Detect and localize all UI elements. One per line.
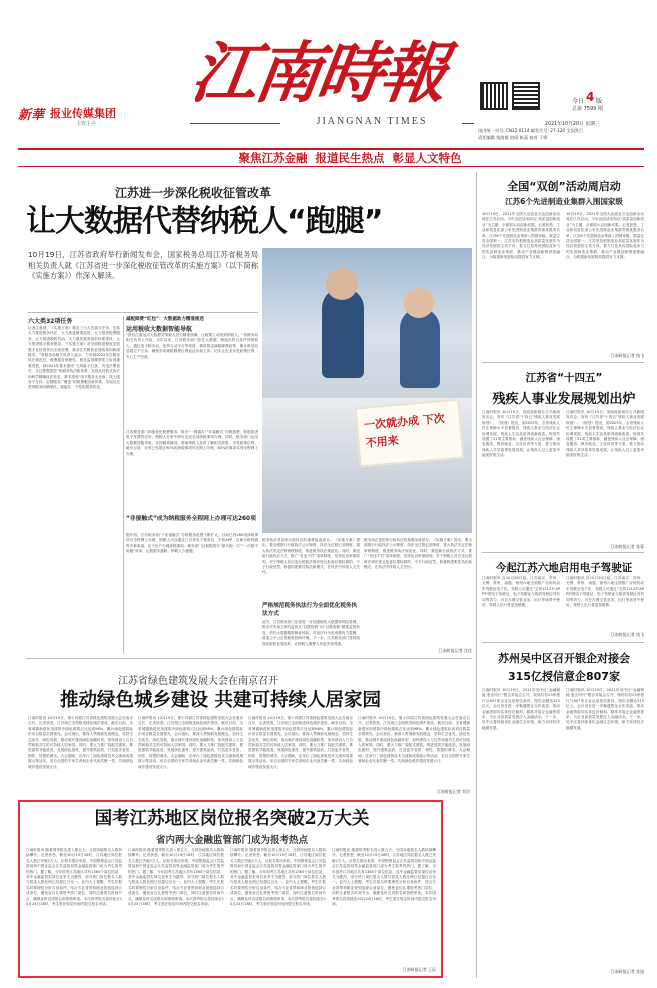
right-story4-byline: 江南时报记者 苏旭 xyxy=(610,969,644,974)
right-story4-sub: 315亿授信意企807家 xyxy=(508,670,620,683)
right-story3-byline: 江南时报记者 钱飞 xyxy=(610,632,644,637)
qr-code-icon xyxy=(480,82,508,110)
right-story3-col1: 江南时报讯 自10月20日起，江苏南京、苏州、无锡、常州、南通、徐州六地全面推广应用机动车驾驶证电子化。驾驶人可通过“交管12123”APP申领电子驾驶证，电子驾驶证与纸质驾驶证具有同等效力，可在办理交管业务、出行等场景中使用，驾驶人出行将更加便捷。 xyxy=(482,576,560,608)
lead-col-6: 此外，江苏税务部门还将进一步加强税收大数据和风险管理，推动对市场主体的监管从“以票管税”向“以数治税”精准监管转变，依托大数据精准筛查风险，对违法行为形成强有力震慑，营造公平公正的税收营商环境。下一步，江苏税务部门将持续深化税收征管改革，让纳税人缴费人有更多获得感。 xyxy=(262,620,360,646)
masthead-rule-left xyxy=(190,123,280,124)
masthead xyxy=(0,0,657,165)
lead-subhead-4: 严格规范税务执法行为全面优化税务执法方式 xyxy=(262,603,358,617)
right-story1-col2: 10月19日，2021年全国大众创业万众创新活动周在江苏启动。今年双创活动周以“高质量创新创业”为主题，全面展示双创新成果。记者获悉，工业和信息化部公布先进制造业集群决赛优胜者名单，江苏6个先进制造业集群入围国家级，数量位居全国第一。江苏坚持把制造业高质量发展作为经济发展的主攻方向，着力打造具有国际竞争力的先进制造业集群，推动产业链创新链深度融合，为构建新发展格局提供有力支撑。 xyxy=(566,212,644,260)
issue-number: 总第 7599 期 xyxy=(572,106,603,112)
mid-kicker: 江苏省绿色建筑发展大会在南京召开 xyxy=(118,676,278,687)
right-story1-byline: 江南时报记者 钱飞 xyxy=(610,353,644,358)
box-subhead: 省内两大金融监管部门成为报考热点 xyxy=(155,835,308,846)
right-story4-head: 苏州吴中区召开银企对接会 xyxy=(498,652,630,665)
right-rule-1 xyxy=(482,362,644,363)
masthead-pinyin: JIANGNAN TIMES xyxy=(316,116,428,127)
lead-intro: 10月19日，江苏省政府举行新闻发布会，国家税务总局江苏省税务局相关负责人就《江苏省进一步深化税收征管改革的实施方案》（以下简称《实施方案》）作深入解读。 xyxy=(28,250,258,280)
lead-subhead-3: “非接触式”成为纳税服务全程网上办理可达260项 xyxy=(126,516,256,522)
mid-byline: 江南时报记者 刘学 xyxy=(436,789,470,794)
lead-byline: 江南时报记者 沈佳 xyxy=(438,648,472,653)
group-name: 报业传媒集团 xyxy=(50,107,116,120)
lead-col-1: 记者注意到，《实施方案》推出了六大类重点任务，包括大力推进税务执法、大力推进精准监管、大力推进税费服务、大力推进税收共治、大力强化税务组织体系建设、大力推进数字税务建设。“《实施方案》对全面推进税收征管数字化转型作出全面部署，推动江苏税收征管改革向纵深推进。”省税务局相关负责人表示，力争到2022年在税务执法规范性、税费服务便捷性、税务监管精准性上取得重要进展，到2023年基本建成“无风险不打扰、有违法要追究、全过程强智控”的税务执法新体系，实现从经验式执法向科学精确执法转变；基本建成“线下服务无死角、线上服务不打烊、定制服务广覆盖”的税费服务新体系，实现从无差别服务向精细化、智能化、个性化服务转变。 xyxy=(28,326,120,390)
group-brand: 新華 xyxy=(18,108,45,123)
box-col-4: 江南时报讯 随着国考报名进入第五天，全国各地报名人数持续攀升。记者获悉，截至10月19日16时，江苏地区岗位报名人数已突破2万人。从报名情况来看，中国银保监会江苏监管局和中国证监会江苏监管局等金融监管部门成为考生报考的热门。据了解，今年国考江苏地区共有1365个岗位招录，其中金融监管类岗位竞争尤为激烈，部分热门岗位报名人数与招录人数比例已经超过百比一。业内人士提醒，考生在报名时要理性分析自身条件，结合专业背景和职业规划选择合适岗位，避免盲目扎堆报考热门岗位，同时注意报名时间节点，确保及时完成报名和资格审查。本次国考报名将持续至10月24日18时，考生需在规定时间内提交报名申请。 xyxy=(332,848,436,907)
photo-person-icon xyxy=(404,288,434,318)
lead-col-5: 税务执法是国家行政执法的重要组成部分。《实施方案》提出，要全面推行行政执法公示制度、执法全过程记录制度、重大执法决定法制审核制度，推进税务执法规范化。同时，要创新行政执法方式，推广“首违不罚”清单制度，坚持包容审慎原则，对于纳税人首次违反税收法律法规且危害后果轻微的，不予行政处罚，积极构建柔性执法新模式，在执法中体现人文关怀。 xyxy=(262,538,360,575)
lead-col-7: 税务执法是国家行政执法的重要组成部分。《实施方案》提出，要全面推行行政执法公示制度、执法全过程记录制度、重大执法决定法制审核制度，推进税务执法规范化。同时，要创新行政执法方式，推广“首违不罚”清单制度，坚持包容审慎原则，对于纳税人首次违反税收法律法规且危害后果轻微的，不予行政处罚，积极构建柔性执法新模式，在执法中体现人文关怀。 xyxy=(364,538,472,570)
lead-subhead-2: 运用税收大数据智能导航 xyxy=(126,326,193,333)
photo-person-icon xyxy=(322,288,364,378)
lead-photo xyxy=(262,248,472,533)
mid-headline: 推动绿色城乡建设 共建可持续人居家园 xyxy=(60,690,381,711)
right-story1-head: 江苏6个先进制造业集群入围国家级 xyxy=(505,197,623,206)
masthead-rule-right xyxy=(462,123,474,124)
photo-person-icon xyxy=(400,308,440,388)
edition-label: 今日 xyxy=(572,98,585,105)
mid-col-3: 江南时报讯 10月19日，第十四届江苏省绿色建筑发展大会在南京召开，记者获悉，江苏现已全面推进绿色城乡建设，截至目前，全省城镇新建民用建筑中绿色建筑占比达到98%，累计绿色建筑标识项目数量全国领先。会议指出，要深入贯彻新发展理念，坚持生态优先、绿色发展，推动城乡建设绿色低碳转型，加快建设人与自然和谐共生的可持续人居家园。同时，要大力推广装配式建筑，推进建筑节能改造，发展绿色建材，提升建筑品质，打造更多宜居、韧性、智慧的城市。大会期间，还举行了绿色建筑技术交流和成果展示等活动，来自全国的专家学者和企业代表共聚一堂，共商绿色城乡建设发展大计。 xyxy=(248,716,353,769)
mid-rule xyxy=(26,658,472,659)
box-col-2: 江南时报讯 随着国考报名进入第五天，全国各地报名人数持续攀升。记者获悉，截至10月19日16时，江苏地区岗位报名人数已突破2万人。从报名情况来看，中国银保监会江苏监管局和中国证监会江苏监管局等金融监管部门成为考生报考的热门。据了解，今年国考江苏地区共有1365个岗位招录，其中金融监管类岗位竞争尤为激烈，部分热门岗位报名人数与招录人数比例已经超过百比一。业内人士提醒，考生在报名时要理性分析自身条件，结合专业背景和职业规划选择合适岗位，避免盲目扎堆报考热门岗位，同时注意报名时间节点，确保及时完成报名和资格审查。本次国考报名将持续至10月24日18时，考生需在规定时间内提交报名申请。 xyxy=(128,848,224,907)
box-col-1: 江南时报讯 随着国考报名进入第五天，全国各地报名人数持续攀升。记者获悉，截至10月19日16时，江苏地区岗位报名人数已突破2万人。从报名情况来看，中国银保监会江苏监管局和中国证监会江苏监管局等金融监管部门成为考生报考的热门。据了解，今年国考江苏地区共有1365个岗位招录，其中金融监管类岗位竞争尤为激烈，部分热门岗位报名人数与招录人数比例已经超过百比一。业内人士提醒，考生在报名时要理性分析自身条件，结合专业背景和职业规划选择合适岗位，避免盲目扎堆报考热门岗位，同时注意报名时间节点，确保及时完成报名和资格审查。本次国考报名将持续至10月24日18时，考生需在规定时间内提交报名申请。 xyxy=(26,848,122,907)
photo-sign xyxy=(355,399,465,468)
right-story4-col1: 江南时报讯 10月19日，2021年吴中区“金融赋能·惠企同行”银企对接会召开，现场共有23家银行与807家企业达成授信意向，授信金额达315亿元。会议旨在进一步畅通银企合作渠道，推动金融资源向实体经济倾斜，精准对接企业融资需求，为企业高质量发展注入金融活水。下一步，吴中区将持续优化金融生态环境，助力实体经济稳健发展。 xyxy=(482,688,560,730)
editors-line: 责任编辑 钱海霞 值班 陈菡 校对 于铮 xyxy=(478,135,548,140)
mid-col-2: 江南时报讯 10月19日，第十四届江苏省绿色建筑发展大会在南京召开，记者获悉，江苏现已全面推进绿色城乡建设，截至目前，全省城镇新建民用建筑中绿色建筑占比达到98%，累计绿色建筑标识项目数量全国领先。会议指出，要深入贯彻新发展理念，坚持生态优先、绿色发展，推动城乡建设绿色低碳转型，加快建设人与自然和谐共生的可持续人居家园。同时，要大力推广装配式建筑，推进建筑节能改造，发展绿色建材，提升建筑品质，打造更多宜居、韧性、智慧的城市。大会期间，还举行了绿色建筑技术交流和成果展示等活动，来自全国的专家学者和企业代表共聚一堂，共商绿色城乡建设发展大计。 xyxy=(138,716,243,769)
mid-col-1: 江南时报讯 10月19日，第十四届江苏省绿色建筑发展大会在南京召开，记者获悉，江苏现已全面推进绿色城乡建设，截至目前，全省城镇新建民用建筑中绿色建筑占比达到98%，累计绿色建筑标识项目数量全国领先。会议指出，要深入贯彻新发展理念，坚持生态优先、绿色发展，推动城乡建设绿色低碳转型，加快建设人与自然和谐共生的可持续人居家园。同时，要大力推广装配式建筑，推进建筑节能改造，发展绿色建材，提升建筑品质，打造更多宜居、韧性、智慧的城市。大会期间，还举行了绿色建筑技术交流和成果展示等活动，来自全国的专家学者和企业代表共聚一堂，共商绿色城乡建设发展大计。 xyxy=(28,716,133,769)
lead-col-4: 据介绍，江苏税务部门“非接触式”办税服务范围不断扩大，目前已有260项涉税事项可全程网上办理，纳税人可以通过江苏省电子税务局、手机APP、自助办税终端等多种渠道，足不出户办理涉税事项。税务部门还积极推行“最多跑一次”“一次都不用跑”清单，让数据多跑路、纳税人少跑腿。 xyxy=(126,533,258,554)
issue-info: 国内统一刊号: CN32-0114 邮发代号: 27-120 全国发行 xyxy=(478,128,584,133)
slogan: 聚焦江苏金融 报道民生热点 彰显人文特色 xyxy=(238,151,462,165)
group-logo xyxy=(18,104,158,128)
edition-unit: 版 xyxy=(596,98,603,105)
issue-date: 2021年10月20日 星期三 xyxy=(545,122,600,127)
mid-col-4: 江南时报讯 10月19日，第十四届江苏省绿色建筑发展大会在南京召开，记者获悉，江苏现已全面推进绿色城乡建设，截至目前，全省城镇新建民用建筑中绿色建筑占比达到98%，累计绿色建筑标识项目数量全国领先。会议指出，要深入贯彻新发展理念，坚持生态优先、绿色发展，推动城乡建设绿色低碳转型，加快建设人与自然和谐共生的可持续人居家园。同时，要大力推广装配式建筑，推进建筑节能改造，发展绿色建材，提升建筑品质，打造更多宜居、韧性、智慧的城市。大会期间，还举行了绿色建筑技术交流和成果展示等活动，来自全国的专家学者和企业代表共聚一堂，共商绿色城乡建设发展大计。 xyxy=(358,716,470,764)
photo-person-icon xyxy=(326,268,358,300)
qr-code-icon xyxy=(512,82,540,110)
box-headline: 国考江苏地区岗位报名突破2万大关 xyxy=(94,809,370,829)
slogan-divider xyxy=(18,166,644,167)
edition-number: 4 xyxy=(586,90,595,104)
right-story2-byline: 江南时报记者 张蓉 xyxy=(610,544,644,549)
right-rule-3 xyxy=(482,642,644,643)
masthead-divider xyxy=(18,148,644,150)
right-story2-head: 残疾人事业发展规划出炉 xyxy=(492,392,636,407)
right-story2-kicker: 江苏省“十四五” xyxy=(525,372,603,384)
right-story2-col1: 江南时报讯 10月19日，省政府新闻办召开新闻发布会，发布《江苏省“十四五”残疾人事业发展规划》。《规划》提出，到2025年，全省残疾人民生保障水平显著提高，残疾人事业与经济社会协调发展，残疾人生活品质得到新改善。规划共设置了21项主要指标，涵盖残疾人社会保障、康复服务、教育就业、文化体育等方面，着力推动残疾人共享改革发展成果，让残疾人过上更加幸福美好的生活。 xyxy=(482,410,560,458)
right-story1-kicker: 全国“双创”活动周启动 xyxy=(507,180,621,193)
right-col-divider xyxy=(476,172,477,978)
lead-kicker: 江苏进一步深化税收征管改革 xyxy=(115,186,272,200)
lead-subhead-1: 六大类32项任务 xyxy=(28,318,73,325)
right-story1-col1: 10月19日，2021年全国大众创业万众创新活动周在江苏启动。今年双创活动周以“高质量创新创业”为主题，全面展示双创新成果。记者获悉，工业和信息化部公布先进制造业集群决赛优胜者名单，江苏6个先进制造业集群入围国家级，数量位居全国第一。江苏坚持把制造业高质量发展作为经济发展的主攻方向，着力打造具有国际竞争力的先进制造业集群，推动产业链创新链深度融合，为构建新发展格局提供有力支撑。 xyxy=(482,212,560,260)
col-divider xyxy=(123,316,124,654)
right-story4-col2: 江南时报讯 10月19日，2021年吴中区“金融赋能·惠企同行”银企对接会召开，现场共有23家银行与807家企业达成授信意向，授信金额达315亿元。会议旨在进一步畅通银企合作渠道，推动金融资源向实体经济倾斜，精准对接企业融资需求，为企业高质量发展注入金融活水。下一步，吴中区将持续优化金融生态环境，助力实体经济稳健发展。 xyxy=(566,688,644,730)
photo-sign-text: 一次就办成 下次不用来 xyxy=(363,411,446,450)
box-col-3: 江南时报讯 随着国考报名进入第五天，全国各地报名人数持续攀升。记者获悉，截至10月19日16时，江苏地区岗位报名人数已突破2万人。从报名情况来看，中国银保监会江苏监管局和中国证监会江苏监管局等金融监管部门成为考生报考的热门。据了解，今年国考江苏地区共有1365个岗位招录，其中金融监管类岗位竞争尤为激烈，部分热门岗位报名人数与招录人数比例已经超过百比一。业内人士提醒，考生在报名时要理性分析自身条件，结合专业背景和职业规划选择合适岗位，避免盲目扎堆报考热门岗位，同时注意报名时间节点，确保及时完成报名和资格审查。本次国考报名将持续至10月24日18时，考生需在规定时间内提交报名申请。 xyxy=(230,848,326,907)
right-story2-col2: 江南时报讯 10月19日，省政府新闻办召开新闻发布会，发布《江苏省“十四五”残疾人事业发展规划》。《规划》提出，到2025年，全省残疾人民生保障水平显著提高，残疾人事业与经济社会协调发展，残疾人生活品质得到新改善。规划共设置了21项主要指标，涵盖残疾人社会保障、康复服务、教育就业、文化体育等方面，着力推动残疾人共享改革发展成果，让残疾人过上更加幸福美好的生活。 xyxy=(566,410,644,458)
right-story3-col2: 江南时报讯 自10月20日起，江苏南京、苏州、无锡、常州、南通、徐州六地全面推广应用机动车驾驶证电子化。驾驶人可通过“交管12123”APP申领电子驾驶证，电子驾驶证与纸质驾驶证具有同等效力，可在办理交管业务、出行等场景中使用，驾驶人出行将更加便捷。 xyxy=(566,576,644,608)
masthead-title: 江南時報 xyxy=(186,34,450,112)
lead-headline: 让大数据代替纳税人“跑腿” xyxy=(26,204,383,239)
group-sub: 主管主办 xyxy=(76,121,97,127)
lead-col-2: “我们注重运用大数据对纳税人进行精准画像，让政策主动找到纳税人。”省税务局相关负责人介绍，今年以来，江苏税务部门依托大数据，筛选出符合条件的纳税人，通过电子税务局、征纳互动平台等渠道，精准推送减税降费政策，累计推送信息超过千万条，确保各项减税降费红利直达市场主体，切实让企业享受政策红利、专心生产经营。 xyxy=(126,333,258,359)
edition-info xyxy=(572,90,642,114)
right-story3-head: 今起江苏六地启用电子驾驶证 xyxy=(495,562,633,574)
lead-rule xyxy=(28,312,258,313)
box-byline: 江南时报记者 王辰 xyxy=(402,967,436,972)
right-rule-2 xyxy=(482,552,644,553)
lead-col2-head: 减税降费“红包”：大数据助力精准推送 xyxy=(126,317,204,322)
lead-col-3: 江苏税务部门持续优化税费服务，推出“一网通办”“非接触式”办税缴费，积极推进电子发票的应用，纳税人在家中即可完成全部涉税事项办理。同时，税务部门运用大数据智能导航，实现精准辅导，帮助纳税人及时了解相关政策，享受政策红利。截至目前，全省已有超过90%的涉税事项可在网上办理，80%的事项实现全程网上办理。 xyxy=(126,430,258,456)
